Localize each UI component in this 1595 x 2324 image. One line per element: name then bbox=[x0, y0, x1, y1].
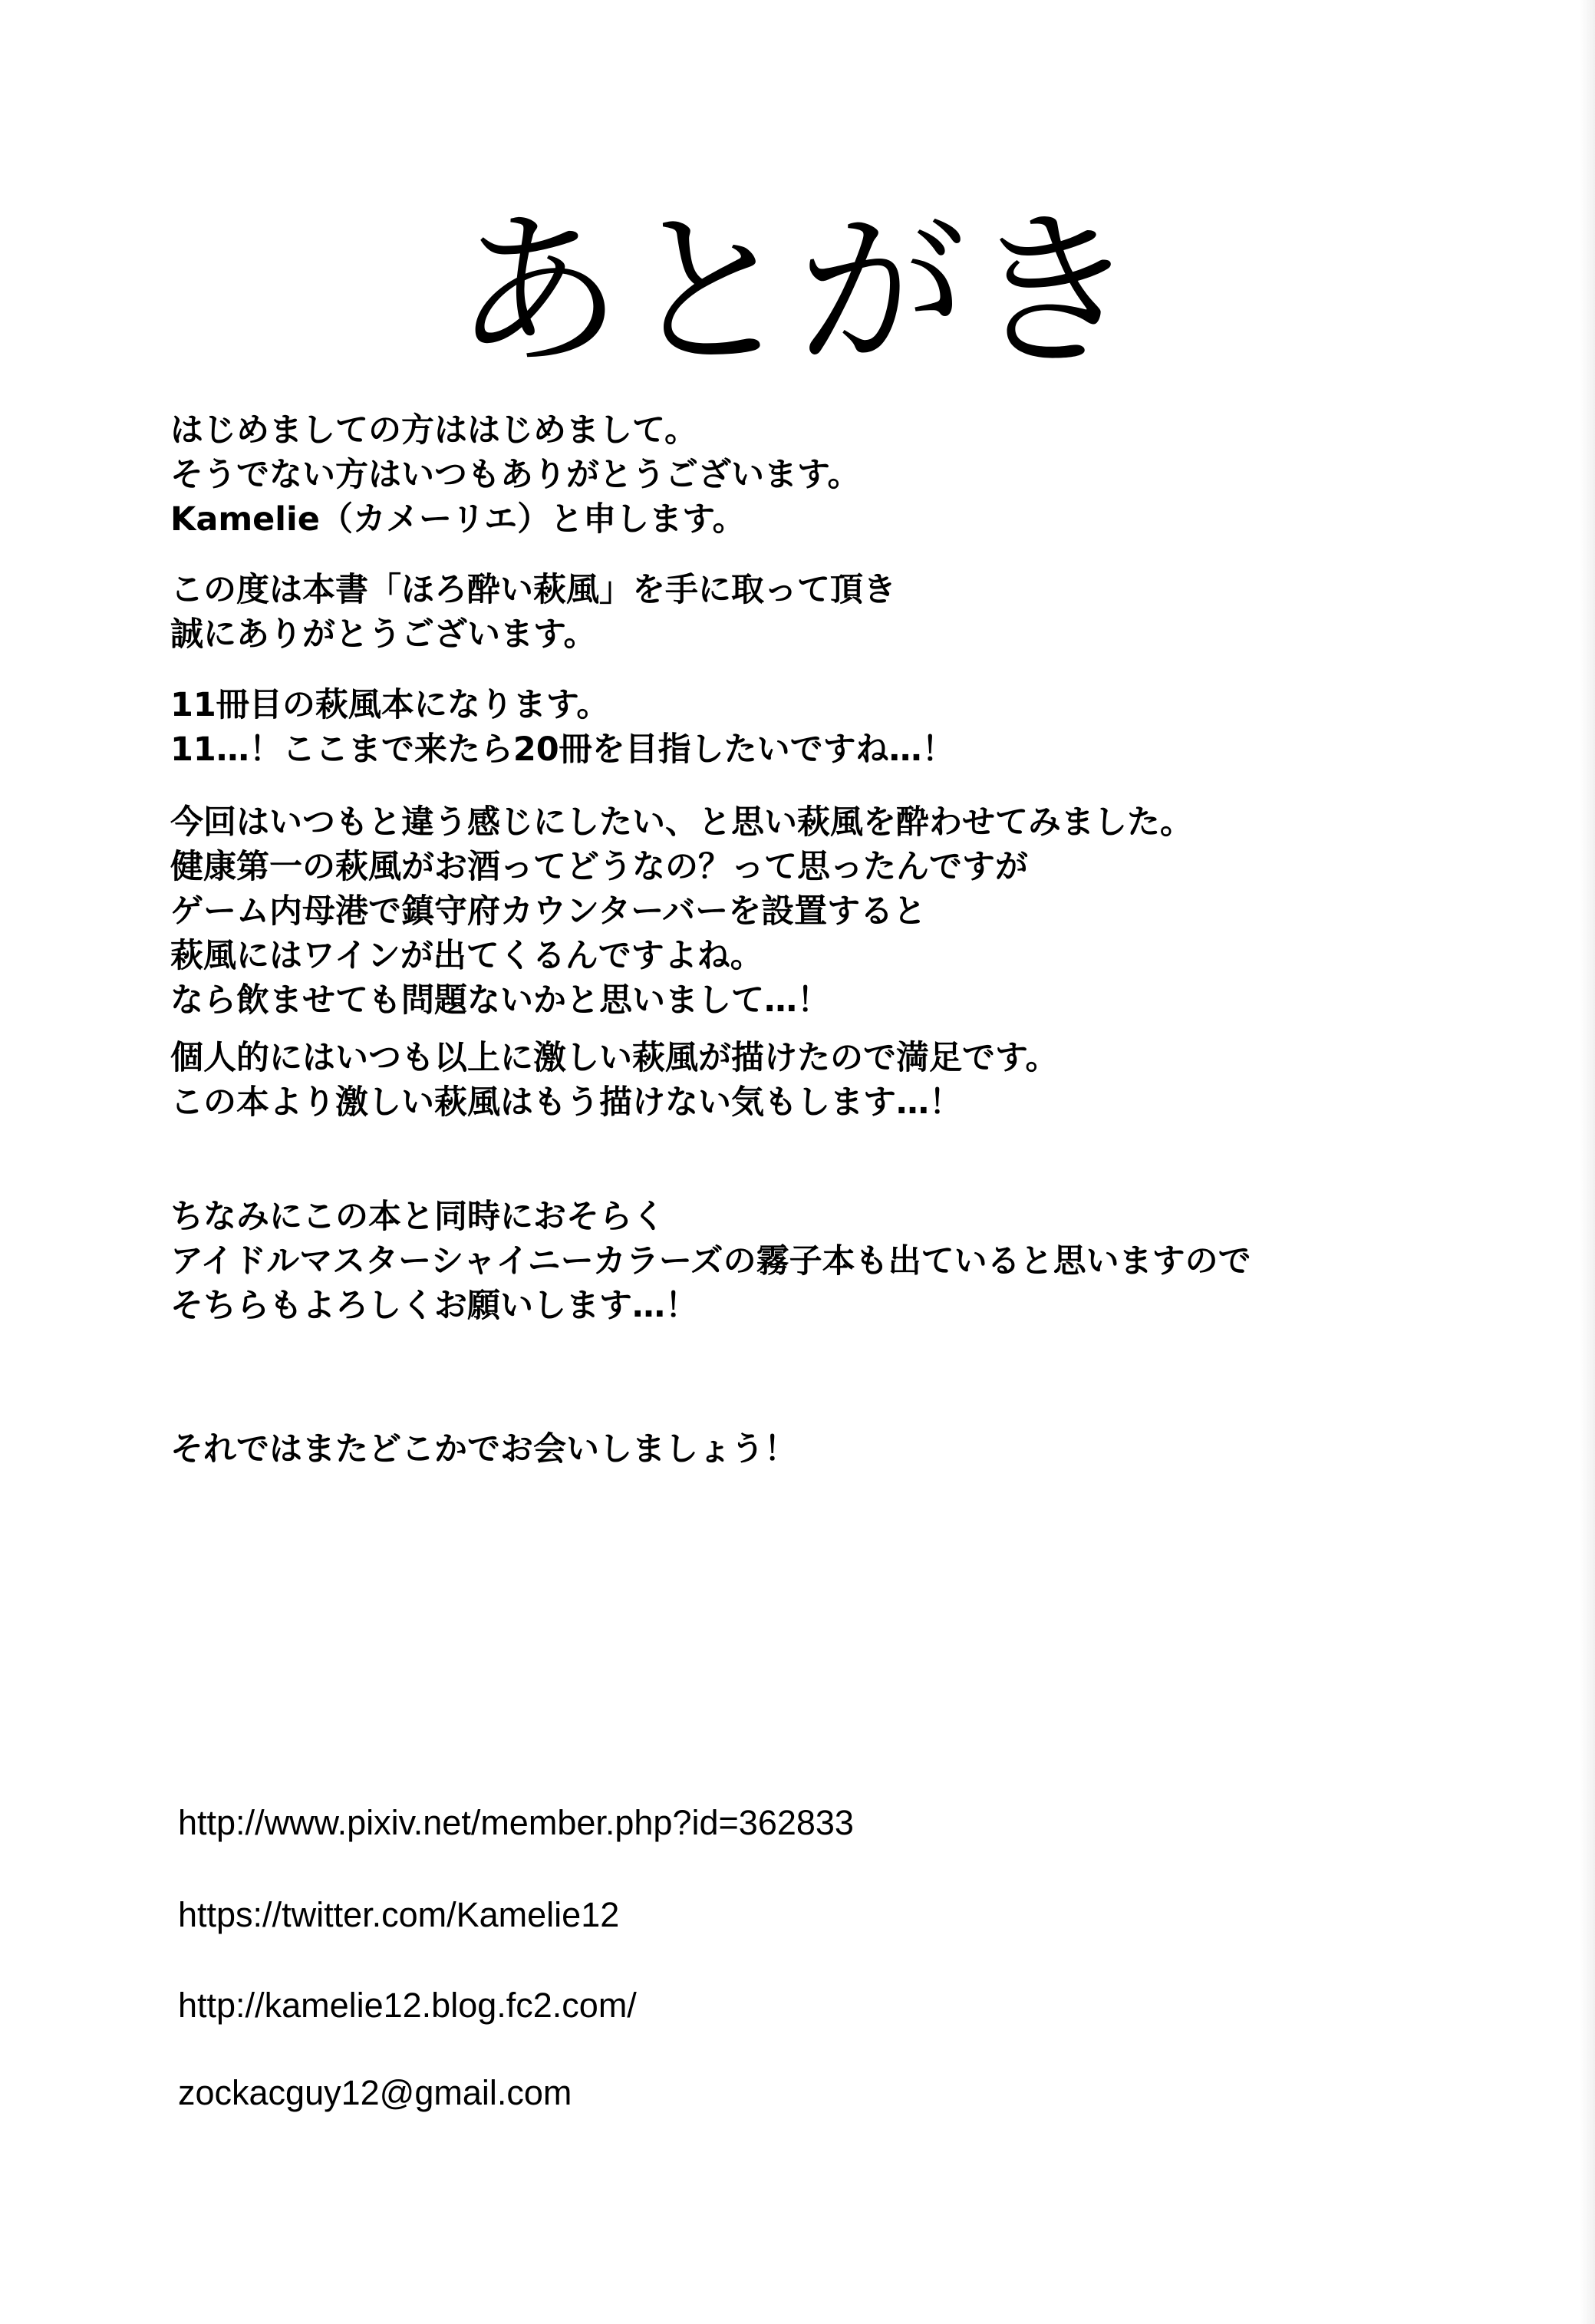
text-line: この度は本書「ほろ酔い萩風」を手に取って頂き bbox=[170, 571, 896, 609]
text-line: 今回はいつもと違う感じにしたい、と思い萩風を酔わせてみました。 bbox=[170, 803, 1193, 842]
email-link[interactable]: zockacguy12@gmail.com bbox=[178, 2073, 572, 2112]
text-line: そうでない方はいつもありがとうございます。 bbox=[170, 456, 861, 494]
text-line: 誠にありがとうございます。 bbox=[170, 615, 597, 654]
text-line: ちなみにこの本と同時におそらく bbox=[170, 1198, 665, 1236]
text-line: アイドルマスターシャイニーカラーズの霧子本も出ていると思いますので bbox=[170, 1242, 1251, 1281]
text-line: 健康第一の萩風がお酒ってどうなの？って思ったんですが bbox=[170, 848, 1028, 886]
text-line: この本より激しい萩風はもう描けない気もします…！ bbox=[170, 1083, 962, 1122]
paragraph-concept bbox=[170, 800, 1551, 1023]
pixiv-link[interactable]: http://www.pixiv.net/member.php?id=362833 bbox=[178, 1803, 854, 1842]
text-line: 個人的にはいつも以上に激しい萩風が描けたので満足です。 bbox=[170, 1039, 1059, 1077]
text-line: 萩風にはワインが出てくるんですよね。 bbox=[170, 937, 763, 975]
text-line: なら飲ませても問題ないかと思いまして…！ bbox=[170, 981, 830, 1020]
text-line: 11…！ここまで来たら20冊を目指したいですね…！ bbox=[170, 730, 955, 769]
text-line: Kamelie（カメーリエ）と申します。 bbox=[170, 500, 746, 539]
text-line: はじめましての方ははじめまして。 bbox=[170, 411, 698, 450]
paragraph-other-release bbox=[170, 1195, 1551, 1328]
text-line: 11冊目の萩風本になります。 bbox=[170, 686, 610, 724]
paragraph-thanks bbox=[170, 568, 1551, 657]
blog-link[interactable]: http://kamelie12.blog.fc2.com/ bbox=[178, 1986, 637, 2025]
paragraph-impressions bbox=[170, 1036, 1551, 1125]
twitter-link[interactable]: https://twitter.com/Kamelie12 bbox=[178, 1895, 620, 1934]
paragraph-volume-count bbox=[170, 683, 1551, 772]
paragraph-farewell bbox=[170, 1427, 1551, 1472]
paragraph-greeting bbox=[170, 408, 1551, 542]
page-title: あとがき bbox=[453, 193, 1142, 390]
page-edge-shadow bbox=[1580, 0, 1595, 2324]
text-line: それではまたどこかでお会いしましょう！ bbox=[170, 1430, 797, 1469]
text-line: ゲーム内母港で鎮守府カウンターバーを設置すると bbox=[170, 892, 927, 931]
text-line: そちらもよろしくお願いします…！ bbox=[170, 1287, 698, 1325]
